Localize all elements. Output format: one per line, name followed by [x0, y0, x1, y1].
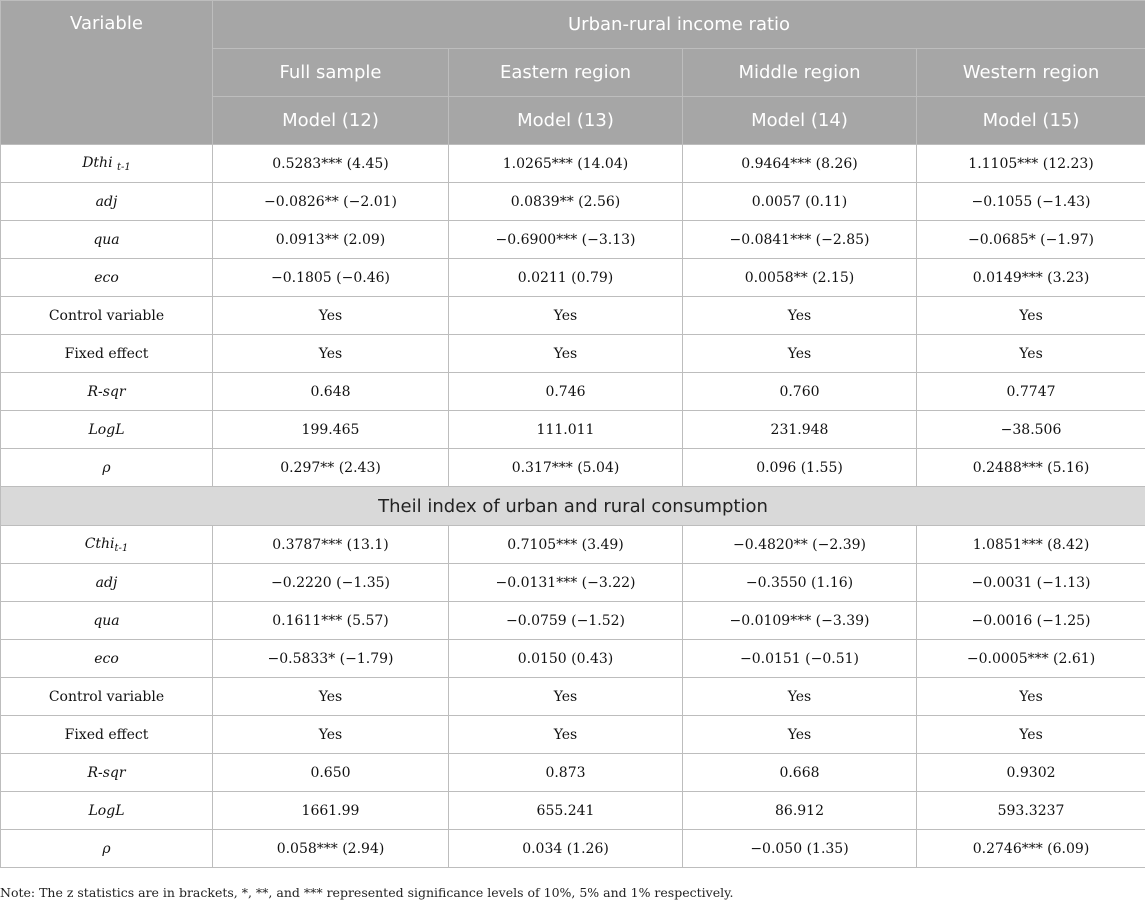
table-row	[1, 297, 1145, 335]
table-cell: Yes	[449, 716, 683, 754]
table-cell: 0.3787*** (13.1)	[213, 526, 449, 564]
table-cell: Yes	[213, 335, 449, 373]
table-row	[1, 792, 1145, 830]
table-cell: 0.0058** (2.15)	[683, 259, 917, 297]
table-cell: 0.746	[449, 373, 683, 411]
table-cell: −0.050 (1.35)	[683, 830, 917, 868]
table-cell: Yes	[683, 678, 917, 716]
table-cell: −0.0031 (−1.13)	[917, 564, 1145, 602]
table-cell: −0.6900*** (−3.13)	[449, 221, 683, 259]
table-cell: 1661.99	[213, 792, 449, 830]
table-cell: −0.0151 (−0.51)	[683, 640, 917, 678]
table-cell: −0.1055 (−1.43)	[917, 183, 1145, 221]
table-cell: 655.241	[449, 792, 683, 830]
table-cell: 0.297** (2.43)	[213, 449, 449, 487]
table-cell: 0.0149*** (3.23)	[917, 259, 1145, 297]
table-row	[1, 640, 1145, 678]
variable-label: ρ	[1, 830, 213, 868]
table-header	[1, 1, 1145, 145]
table-cell: −0.0109*** (−3.39)	[683, 602, 917, 640]
table-row	[1, 526, 1145, 564]
variable-label: qua	[1, 602, 213, 640]
table-cell: Yes	[213, 678, 449, 716]
model-header: Model (14)	[683, 97, 917, 145]
variable-base: Dthi	[82, 154, 113, 171]
table-cell: −0.5833* (−1.79)	[213, 640, 449, 678]
table-cell: −38.506	[917, 411, 1145, 449]
table-row	[1, 259, 1145, 297]
variable-label: eco	[1, 259, 213, 297]
model-header: Model (15)	[917, 97, 1145, 145]
variable-label: Fixed effect	[1, 335, 213, 373]
table-cell: 0.2746*** (6.09)	[917, 830, 1145, 868]
table-cell: 0.7105*** (3.49)	[449, 526, 683, 564]
table-cell: −0.0826** (−2.01)	[213, 183, 449, 221]
model-header: Model (12)	[213, 97, 449, 145]
table-cell: 0.5283*** (4.45)	[213, 145, 449, 183]
table-cell: 0.9464*** (8.26)	[683, 145, 917, 183]
section-title: Theil index of urban and rural consumption	[1, 487, 1145, 526]
variable-label: qua	[1, 221, 213, 259]
variable-label: ρ	[1, 449, 213, 487]
table-cell: 0.2488*** (5.16)	[917, 449, 1145, 487]
sample-header: Eastern region	[449, 49, 683, 97]
sample-header: Middle region	[683, 49, 917, 97]
table-cell: 0.317*** (5.04)	[449, 449, 683, 487]
table-row	[1, 145, 1145, 183]
table-cell: 0.648	[213, 373, 449, 411]
table-cell: Yes	[917, 297, 1145, 335]
table-cell: 231.948	[683, 411, 917, 449]
table-cell: 0.0211 (0.79)	[449, 259, 683, 297]
table-note: Note: The z statistics are in brackets, *, **, and *** represented significance levels of 10%, 5% and 1% respectively.	[0, 885, 734, 900]
table-cell: 0.9302	[917, 754, 1145, 792]
table-row	[1, 411, 1145, 449]
variable-label: Control variable	[1, 678, 213, 716]
table-cell: 0.650	[213, 754, 449, 792]
table-cell: 0.034 (1.26)	[449, 830, 683, 868]
section-row	[1, 487, 1145, 526]
table-cell: 0.058*** (2.94)	[213, 830, 449, 868]
table-row	[1, 335, 1145, 373]
table-cell: 1.0851*** (8.42)	[917, 526, 1145, 564]
panel-b-rows	[1, 564, 1145, 868]
table-cell: Yes	[449, 678, 683, 716]
table-cell: 593.3237	[917, 792, 1145, 830]
table-cell: −0.0131*** (−3.22)	[449, 564, 683, 602]
table-cell: Yes	[213, 716, 449, 754]
table-cell: Yes	[449, 335, 683, 373]
table-cell: −0.1805 (−0.46)	[213, 259, 449, 297]
table-row	[1, 449, 1145, 487]
table-cell: −0.0759 (−1.52)	[449, 602, 683, 640]
variable-subscript: t-1	[117, 161, 131, 173]
table-cell: Yes	[917, 716, 1145, 754]
table-cell: −0.4820** (−2.39)	[683, 526, 917, 564]
table-cell: Yes	[917, 678, 1145, 716]
table-cell: 0.0839** (2.56)	[449, 183, 683, 221]
table-cell: 0.0150 (0.43)	[449, 640, 683, 678]
table-body	[1, 145, 1145, 183]
section-b	[1, 487, 1145, 564]
table-cell: Yes	[449, 297, 683, 335]
table-cell: 0.0913** (2.09)	[213, 221, 449, 259]
panel-a-rows	[1, 183, 1145, 487]
table-row	[1, 221, 1145, 259]
variable-label	[1, 145, 213, 183]
table-cell: 1.0265*** (14.04)	[449, 145, 683, 183]
variable-label: LogL	[1, 792, 213, 830]
table-row	[1, 564, 1145, 602]
table-cell: 0.7747	[917, 373, 1145, 411]
table-cell: 0.0057 (0.11)	[683, 183, 917, 221]
table-row	[1, 830, 1145, 868]
table-cell: 0.668	[683, 754, 917, 792]
table-cell: Yes	[683, 335, 917, 373]
table-cell: −0.0685* (−1.97)	[917, 221, 1145, 259]
table-cell: Yes	[683, 716, 917, 754]
sample-header: Full sample	[213, 49, 449, 97]
table-cell: Yes	[683, 297, 917, 335]
variable-label: LogL	[1, 411, 213, 449]
table-cell: 86.912	[683, 792, 917, 830]
table-cell: 0.760	[683, 373, 917, 411]
table-row	[1, 754, 1145, 792]
variable-label: R-sqr	[1, 754, 213, 792]
variable-base: Cthi	[84, 535, 115, 552]
table-row	[1, 373, 1145, 411]
table-cell: −0.3550 (1.16)	[683, 564, 917, 602]
variable-label: adj	[1, 183, 213, 221]
model-header: Model (13)	[449, 97, 683, 145]
variable-label: eco	[1, 640, 213, 678]
table-cell: 0.873	[449, 754, 683, 792]
group-title: Urban-rural income ratio	[213, 1, 1145, 49]
variable-column-header: Variable	[1, 1, 213, 145]
variable-label: adj	[1, 564, 213, 602]
table-row	[1, 602, 1145, 640]
variable-label	[1, 526, 213, 564]
table-cell: −0.2220 (−1.35)	[213, 564, 449, 602]
table-row	[1, 678, 1145, 716]
table-cell: −0.0005*** (2.61)	[917, 640, 1145, 678]
variable-label: R-sqr	[1, 373, 213, 411]
variable-subscript: t-1	[114, 542, 129, 554]
table-cell: −0.0841*** (−2.85)	[683, 221, 917, 259]
variable-label: Control variable	[1, 297, 213, 335]
table-cell: 1.1105*** (12.23)	[917, 145, 1145, 183]
table-cell: −0.0016 (−1.25)	[917, 602, 1145, 640]
table-row	[1, 183, 1145, 221]
table-cell: 199.465	[213, 411, 449, 449]
table-row	[1, 716, 1145, 754]
table-cell: 0.1611*** (5.57)	[213, 602, 449, 640]
table-cell: Yes	[917, 335, 1145, 373]
table-cell: 111.011	[449, 411, 683, 449]
table-cell: Yes	[213, 297, 449, 335]
table-cell: 0.096 (1.55)	[683, 449, 917, 487]
sample-header: Western region	[917, 49, 1145, 97]
variable-label: Fixed effect	[1, 716, 213, 754]
